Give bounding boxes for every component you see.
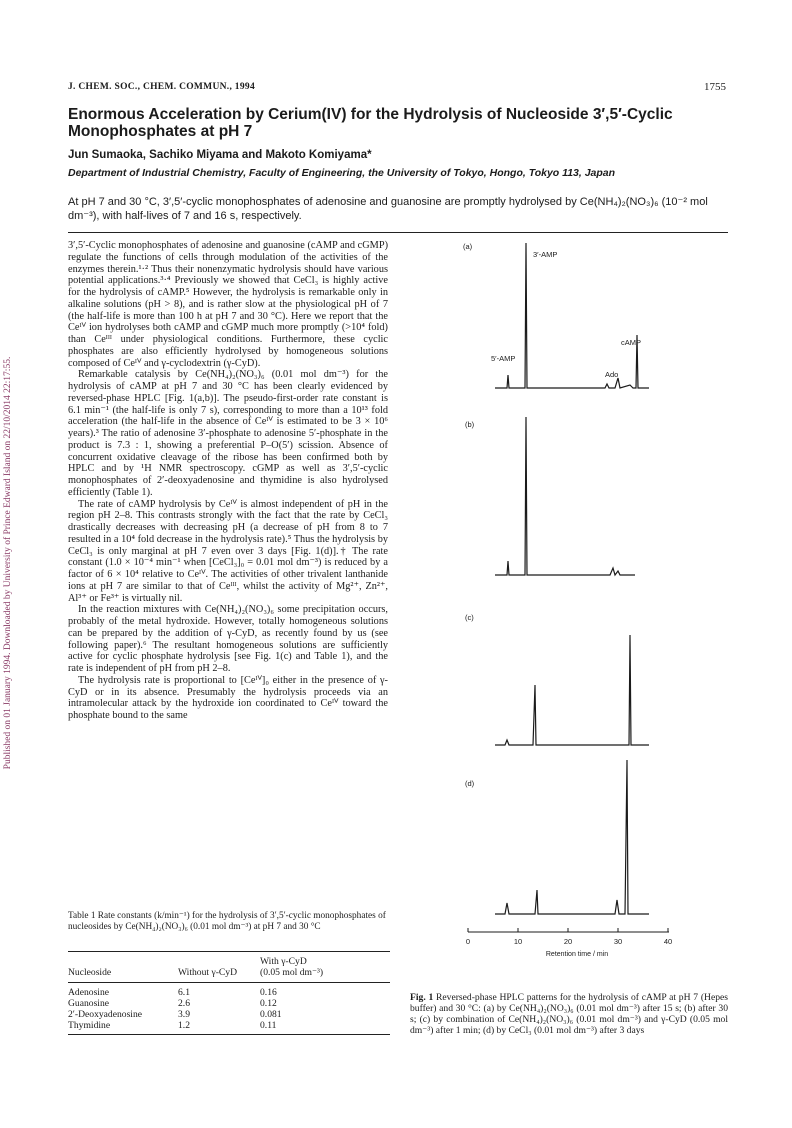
trace-c	[495, 635, 649, 745]
table-cell: 0.081	[260, 1009, 282, 1020]
table-header: With γ-CyD	[260, 952, 390, 968]
figure-caption-label: Fig. 1	[410, 992, 434, 1003]
running-header: J. CHEM. SOC., CHEM. COMMUN., 1994	[68, 82, 255, 92]
table-header: (0.05 mol dm⁻³)	[260, 967, 390, 983]
time-axis	[468, 928, 669, 932]
figure-caption	[410, 992, 728, 1036]
abstract: At pH 7 and 30 °C, 3′,5′-cyclic monophosphates of adenosine and guanosine are promptly hydrolysed by Ce(NH₄)₂(NO₃)₆ (10⁻² mol dm⁻³), with half-lives of 7 and 16 s, respectively.	[68, 196, 708, 222]
tick-label: 0	[465, 937, 471, 946]
paragraph: In the reaction mixtures with Ce(NH₄)₂(NO₃)₆ some precipitation occurs, probably of the metal hydroxide. However, totally homogeneous solutions can be prepared by the addition of γ-CyD, as recently found by us (see following paper).⁶ The resultant homogeneous solutions are sufficiently active for cyclic phosphate hydrolysis [see Fig. 1(c) and Table 1), and the rate is independent of pH from pH 2–8.	[68, 604, 388, 674]
table-header: Without γ-CyD	[178, 967, 260, 983]
table-cell: 2.6	[178, 998, 190, 1009]
abstract-divider	[68, 232, 728, 233]
x-axis-label: Retention time / min	[545, 951, 609, 958]
peak-label-camp: cAMP	[621, 338, 642, 347]
table-cell: 0.11	[260, 1020, 390, 1035]
tick-label: 20	[563, 937, 573, 946]
paragraph: 3′,5′-Cyclic monophosphates of adenosine and guanosine (cAMP and cGMP) regulate the functions of cells through modulation of the activities of the enzymes therein.¹·² Thus their nonenzymatic hydrolysis should have various potential applications.³·⁴ Previously we showed that CeCl₃ is highly active for the hydrolysis of cAMP.⁵ However, the hydrolysis is remarkable only in alkaline solutions (pH > 8), and is rather slow at the physiological pH of 7 (the half-life is more than 100 h at pH 7 and 30 °C). Here we report that the Ceᴵⱽ ion hydrolyses both cAMP and cGMP much more promptly (>10⁴ fold) than Ceᴵᴵᴵ under physiological conditions. Furthermore, these cyclic phosphates are also efficiently hydrolysed by homogeneous solutions composed of Ceᴵⱽ and γ-cyclodextrin (γ-CyD).	[68, 240, 388, 369]
table-row	[68, 1020, 390, 1035]
table-cell: 6.1	[178, 987, 190, 998]
panel-label-d: (d)	[465, 779, 475, 788]
affiliation: Department of Industrial Chemistry, Faculty of Engineering, the University of Tokyo, Hongo, Tokyo 113, Japan	[68, 167, 616, 179]
tick-label: 30	[613, 937, 623, 946]
trace-b	[495, 417, 635, 575]
panel-label-c: (c)	[465, 613, 474, 622]
rate-table	[68, 951, 390, 1035]
table-row	[68, 983, 390, 999]
hplc-chromatograms	[455, 235, 737, 980]
authors: Jun Sumaoka, Sachiko Miyama and Makoto Komiyama*	[68, 149, 372, 161]
paragraph: Remarkable catalysis by Ce(NH₄)₂(NO₃)₆ (0.01 mol dm⁻³) for the hydrolysis of cAMP at pH 7 and 30 °C has been clearly evidenced by reversed-phase HPLC [Fig. 1(a,b)]. The pseudo-first-order rate constant is 6.1 min⁻¹ (the half-life is only 7 s), corresponding to more than a 10¹³ fold acceleration (the half-life in the absence of Ceᴵⱽ is estimated to be 3 × 10⁶ years).³ The ratio of adenosine 3′-phosphate to adenosine 5′-phosphate in the product is 7.3 : 1, showing a preferential P–O(5′) scission. Absence of concurrent oxidative cleavage of the ribose has been confirmed both by HPLC and by ¹H NMR spectroscopy. cGMP as well as 3′,5′-cyclic monophosphates of 2′-deoxyadenosine and thymidine is also hydrolysed efficiently (Table 1).	[68, 369, 388, 498]
paragraph: The rate of cAMP hydrolysis by Ceᴵⱽ is almost independent of pH in the region pH 2–8. This contrasts strongly with the fact that the rate by CeCl₃ drastically decreases with decreasing pH (a decrease of pH from 8 to 7 resulted in a 10⁴ fold decrease in the hydrolysis rate).⁵ Thus the hydrolysis by CeCl₃ is only marginal at pH 7 even over 3 days [Fig. 1(d)].† The rate constant (1.0 × 10⁻⁴ min⁻¹ when [CeCl₃]₀ = 0.01 mol dm⁻³) is reduced by a factor of 6 × 10⁴ relative to Ceᴵⱽ. The activities of other trivalent lanthanide ions at pH 7 are similar to that of Ceᴵᴵᴵ, whilst the activity of Mg²⁺, Zn²⁺, Al³⁺ or Fe³⁺ is virtually nil.	[68, 498, 388, 604]
trace-d	[495, 760, 649, 914]
body-text	[68, 240, 388, 722]
download-notice: Published on 01 January 1994. Downloaded by University of Prince Edward Island on 22/10/2014 22:17:55.	[3, 356, 13, 770]
table-row	[68, 1009, 390, 1020]
hplc-figure	[455, 235, 737, 980]
peak-label-3amp: 3′-AMP	[533, 250, 558, 259]
page-number: 1755	[704, 81, 726, 93]
figure-caption-text: Reversed-phase HPLC patterns for the hydrolysis of cAMP at pH 7 (Hepes buffer) and 30 °C: (a) by Ce(NH₄)₂(NO₃)₆ (0.01 mol dm⁻³) after 15 s; (b) after 30 s; (c) by combination of Ce(NH₄)₂(NO₃)₆ (0.01 mol dm⁻³) and γ-CyD (0.05 mol dm⁻³) after 1 min; (d) by CeCl₃ (0.01 mol dm⁻³) after 3 days	[410, 992, 728, 1036]
table-cell: 0.12	[260, 998, 277, 1009]
table-caption: Table 1 Rate constants (k/min⁻¹) for the hydrolysis of 3′,5′-cyclic monophosphates of nucleosides by Ce(NH₄)₂(NO₃)₆ (0.01 mol dm⁻³) at pH 7 and 30 °C	[68, 911, 386, 932]
panel-label-b: (b)	[465, 420, 475, 429]
table-cell: Thymidine	[68, 1020, 178, 1035]
table-row	[68, 998, 390, 1009]
table-cell: Guanosine	[68, 998, 110, 1009]
table-cell: 1.2	[178, 1020, 260, 1035]
table-cell: 2′-Deoxyadenosine	[68, 1009, 143, 1020]
article-title: Enormous Acceleration by Cerium(IV) for the Hydrolysis of Nucleoside 3′,5′-Cyclic Monophosphates at pH 7	[68, 106, 673, 140]
tick-label: 10	[513, 937, 523, 946]
peak-label-5amp: 5′-AMP	[491, 354, 516, 363]
tick-label: 40	[663, 937, 673, 946]
table-cell: 0.16	[260, 987, 277, 998]
table-header: Nucleoside	[68, 967, 178, 983]
paragraph: The hydrolysis rate is proportional to [Ceᴵⱽ]₀ either in the presence of γ-CyD or in its absence. Presumably the hydrolysis proceeds via an intramolecular attack by the hydroxide ion coordinated to Ceᴵⱽ toward the phosphate bound to the same	[68, 674, 388, 721]
trace-a	[495, 243, 649, 388]
peak-label-ado: Ado	[605, 370, 619, 379]
panel-label-a: (a)	[463, 242, 473, 251]
table-cell: Adenosine	[68, 987, 110, 998]
table-cell: 3.9	[178, 1009, 190, 1020]
